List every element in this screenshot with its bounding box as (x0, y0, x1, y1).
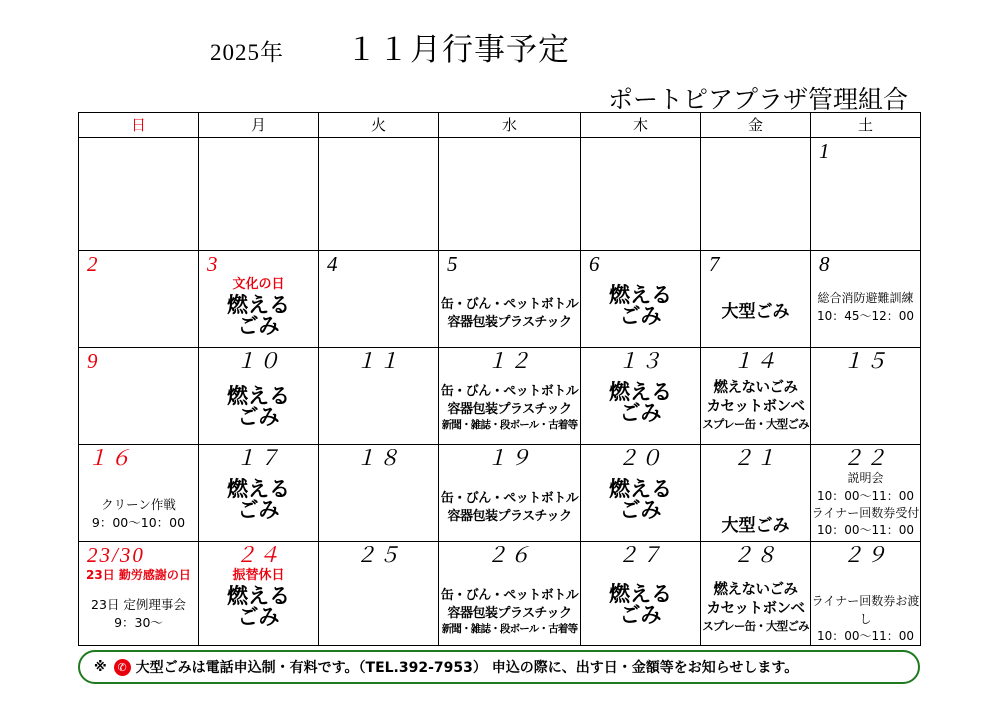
calendar-cell[interactable] (581, 138, 701, 251)
bulky-garbage-label: 大型ごみ (721, 302, 790, 323)
burnable-line-1: 燃える (227, 477, 290, 502)
burnable-garbage-label (199, 586, 318, 628)
day-number: １９ (486, 446, 533, 470)
calendar-cell-nov-23-30[interactable] (79, 542, 199, 646)
calendar-cell-nov-21[interactable] (701, 445, 811, 542)
calendar-cell-nov-22[interactable] (811, 445, 921, 542)
day-number: 6 (589, 252, 602, 276)
day-number: 2 (87, 252, 100, 276)
calendar-cell-nov-25[interactable] (319, 542, 439, 646)
calendar-cell-nov-19[interactable] (439, 445, 581, 542)
event-line: 10：00〜11：00 (816, 628, 915, 643)
non-burnable-garbage-label (701, 581, 810, 634)
event-line: 10：00〜11：00 (816, 523, 915, 538)
burnable-line-2: ごみ (237, 314, 280, 339)
burnable-garbage-label (581, 584, 700, 626)
day-number: ２５ (355, 543, 402, 567)
recyclable-line-1: 缶・びん・ペットボトル (440, 491, 579, 507)
non-burnable-line-1: 燃えないごみ (713, 582, 798, 599)
page-title: １１月行事予定 (346, 32, 570, 68)
day-number: ２９ (842, 543, 889, 567)
recyclable-line-1: 缶・びん・ペットボトル (440, 588, 579, 604)
calendar-cell[interactable] (439, 138, 581, 251)
burnable-line-1: 燃える (609, 582, 672, 607)
calendar-week-row (79, 251, 921, 348)
title-year: 2025年 (210, 40, 284, 65)
calendar-cell-nov-7[interactable] (701, 251, 811, 348)
day-number: １５ (842, 349, 889, 373)
event-line: 10：00〜11：00 (816, 488, 915, 503)
calendar-cell-nov-10[interactable] (199, 348, 319, 445)
calendar-cell-nov-11[interactable] (319, 348, 439, 445)
day-number: １１ (355, 349, 402, 373)
burnable-garbage-label (581, 285, 700, 327)
burnable-garbage-label (199, 386, 318, 428)
event-line: ライナー回数券お渡し (811, 594, 920, 626)
burnable-line-2: ごみ (237, 498, 280, 523)
recyclable-line-3: 新聞・雑誌・段ボール・古着等 (441, 623, 578, 636)
event-line: 9：00〜10：00 (91, 515, 186, 531)
burnable-line-2: ごみ (237, 605, 280, 630)
recyclable-line-2: 容器包装プラスチック (447, 314, 572, 330)
calendar-cell-nov-13[interactable] (581, 348, 701, 445)
bulky-garbage-label: 大型ごみ (721, 516, 790, 537)
day-number: １３ (617, 349, 664, 373)
weekday-header-fri: 金 (701, 113, 811, 138)
burnable-garbage-label (581, 479, 700, 521)
calendar-week-row (79, 138, 921, 251)
calendar-cell-nov-17[interactable] (199, 445, 319, 542)
calendar-cell-nov-3[interactable] (199, 251, 319, 348)
day-number: 5 (447, 252, 460, 276)
calendar-table-wrapper (78, 112, 920, 646)
calendar-cell[interactable] (79, 138, 199, 251)
burnable-garbage-label (581, 382, 700, 424)
day-number: ２４ (235, 543, 282, 567)
recyclable-line-2: 容器包装プラスチック (447, 401, 572, 417)
calendar-cell-nov-12[interactable] (439, 348, 581, 445)
day-number: 9 (87, 349, 100, 373)
calendar-week-row (79, 348, 921, 445)
calendar-cell-nov-5[interactable] (439, 251, 581, 348)
burnable-line-1: 燃える (609, 477, 672, 502)
recyclable-garbage-label (439, 587, 580, 636)
day-number: １０ (235, 349, 282, 373)
weekday-header-mon: 月 (199, 113, 319, 138)
burnable-line-1: 燃える (227, 293, 290, 318)
recyclable-line-2: 容器包装プラスチック (447, 508, 572, 524)
calendar-week-row (79, 542, 921, 646)
non-burnable-line-3: スプレー缶・大型ごみ (702, 618, 809, 633)
calendar-cell-nov-2[interactable] (79, 251, 199, 348)
weekday-header-thu: 木 (581, 113, 701, 138)
day-number: ２０ (617, 446, 664, 470)
burnable-line-2: ごみ (619, 401, 662, 426)
day-number: 8 (819, 252, 832, 276)
holiday-label: 振替休日 (232, 568, 285, 584)
event-line: ライナー回数券受付 (811, 505, 920, 520)
event-line: 10：45〜12：00 (816, 308, 915, 323)
day-number: 1 (819, 139, 832, 163)
burnable-garbage-label (199, 479, 318, 521)
day-number: １８ (355, 446, 402, 470)
day-number: １６ (87, 446, 133, 470)
weekday-header-row (79, 113, 921, 138)
calendar-cell-nov-24[interactable] (199, 542, 319, 646)
calendar-cell[interactable] (199, 138, 319, 251)
calendar-week-row (79, 445, 921, 542)
burnable-line-2: ごみ (619, 603, 662, 628)
burnable-line-2: ごみ (619, 304, 662, 329)
calendar-cell-nov-4[interactable] (319, 251, 439, 348)
footer-notice-text: 大型ごみは電話申込制・有料です。（TEL.392-7953） 申込の際に、出す日・金額等をお知らせします。 (135, 660, 799, 676)
recyclable-garbage-label (439, 383, 580, 432)
phone-icon: ✆ (114, 659, 131, 676)
calendar-cell-nov-8[interactable] (811, 251, 921, 348)
day-number: 7 (709, 252, 722, 276)
burnable-garbage-label (199, 295, 318, 337)
footer-notice (78, 650, 920, 684)
calendar-cell-nov-20[interactable] (581, 445, 701, 542)
recyclable-garbage-label (439, 490, 580, 525)
non-burnable-garbage-label (701, 379, 810, 432)
calendar-cell[interactable] (319, 138, 439, 251)
day-number: 4 (327, 252, 340, 276)
asterisk-icon: ※ (94, 659, 107, 675)
day-number: １２ (486, 349, 533, 373)
weekday-header-tue: 火 (319, 113, 439, 138)
calendar-cell-nov-28[interactable] (701, 542, 811, 646)
event-line: 説明会 (847, 471, 884, 486)
recyclable-line-3: 新聞・雑誌・段ボール・古着等 (441, 419, 578, 432)
burnable-line-1: 燃える (609, 380, 672, 405)
calendar-cell-nov-9[interactable] (79, 348, 199, 445)
title-row (0, 24, 1000, 69)
non-burnable-line-2: カセットボンベ (706, 600, 805, 617)
day-number: ２６ (486, 543, 533, 567)
event-line: 9：30〜 (114, 615, 163, 631)
day-number: １４ (732, 349, 779, 373)
calendar-cell[interactable] (701, 138, 811, 251)
event-line: 23日 定例理事会 (91, 597, 186, 613)
calendar-cell-nov-26[interactable] (439, 542, 581, 646)
event-line: 総合消防避難訓練 (817, 291, 914, 306)
recyclable-garbage-label (439, 296, 580, 331)
burnable-line-1: 燃える (227, 584, 290, 609)
calendar-cell-nov-14[interactable] (701, 348, 811, 445)
holiday-label: 文化の日 (232, 277, 285, 293)
non-burnable-line-2: カセットボンベ (706, 398, 805, 415)
weekday-header-sun: 日 (79, 113, 199, 138)
calendar-table (78, 112, 921, 646)
calendar-cell-nov-18[interactable] (319, 445, 439, 542)
burnable-line-2: ごみ (619, 498, 662, 523)
calendar-cell-nov-15[interactable] (811, 348, 921, 445)
recyclable-line-1: 缶・びん・ペットボトル (440, 297, 579, 313)
calendar-cell-nov-16[interactable] (79, 445, 199, 542)
day-number: ２２ (842, 446, 889, 470)
day-number: 3 (207, 252, 220, 276)
day-number: ２７ (617, 543, 664, 567)
holiday-label: 23日 勤労感謝の日 (86, 568, 191, 583)
burnable-line-1: 燃える (227, 384, 290, 409)
calendar-cell-nov-6[interactable] (581, 251, 701, 348)
recyclable-line-2: 容器包装プラスチック (447, 605, 572, 621)
weekday-header-wed: 水 (439, 113, 581, 138)
burnable-line-1: 燃える (609, 283, 672, 308)
calendar-cell-nov-29[interactable] (811, 542, 921, 646)
event-line: クリーン作戦 (101, 497, 176, 513)
recyclable-line-1: 缶・びん・ペットボトル (440, 384, 579, 400)
non-burnable-line-3: スプレー缶・大型ごみ (702, 416, 809, 431)
day-number: ２１ (732, 446, 779, 470)
weekday-header-sat: 土 (811, 113, 921, 138)
organization-name: ポートピアプラザ管理組合 (607, 85, 908, 114)
burnable-line-2: ごみ (237, 405, 280, 430)
non-burnable-line-1: 燃えないごみ (713, 380, 798, 397)
calendar-cell-nov-27[interactable] (581, 542, 701, 646)
day-number: 23/30 (87, 543, 145, 567)
day-number: １７ (235, 446, 282, 470)
calendar-cell-nov-1[interactable] (811, 138, 921, 251)
day-number: ２８ (732, 543, 779, 567)
